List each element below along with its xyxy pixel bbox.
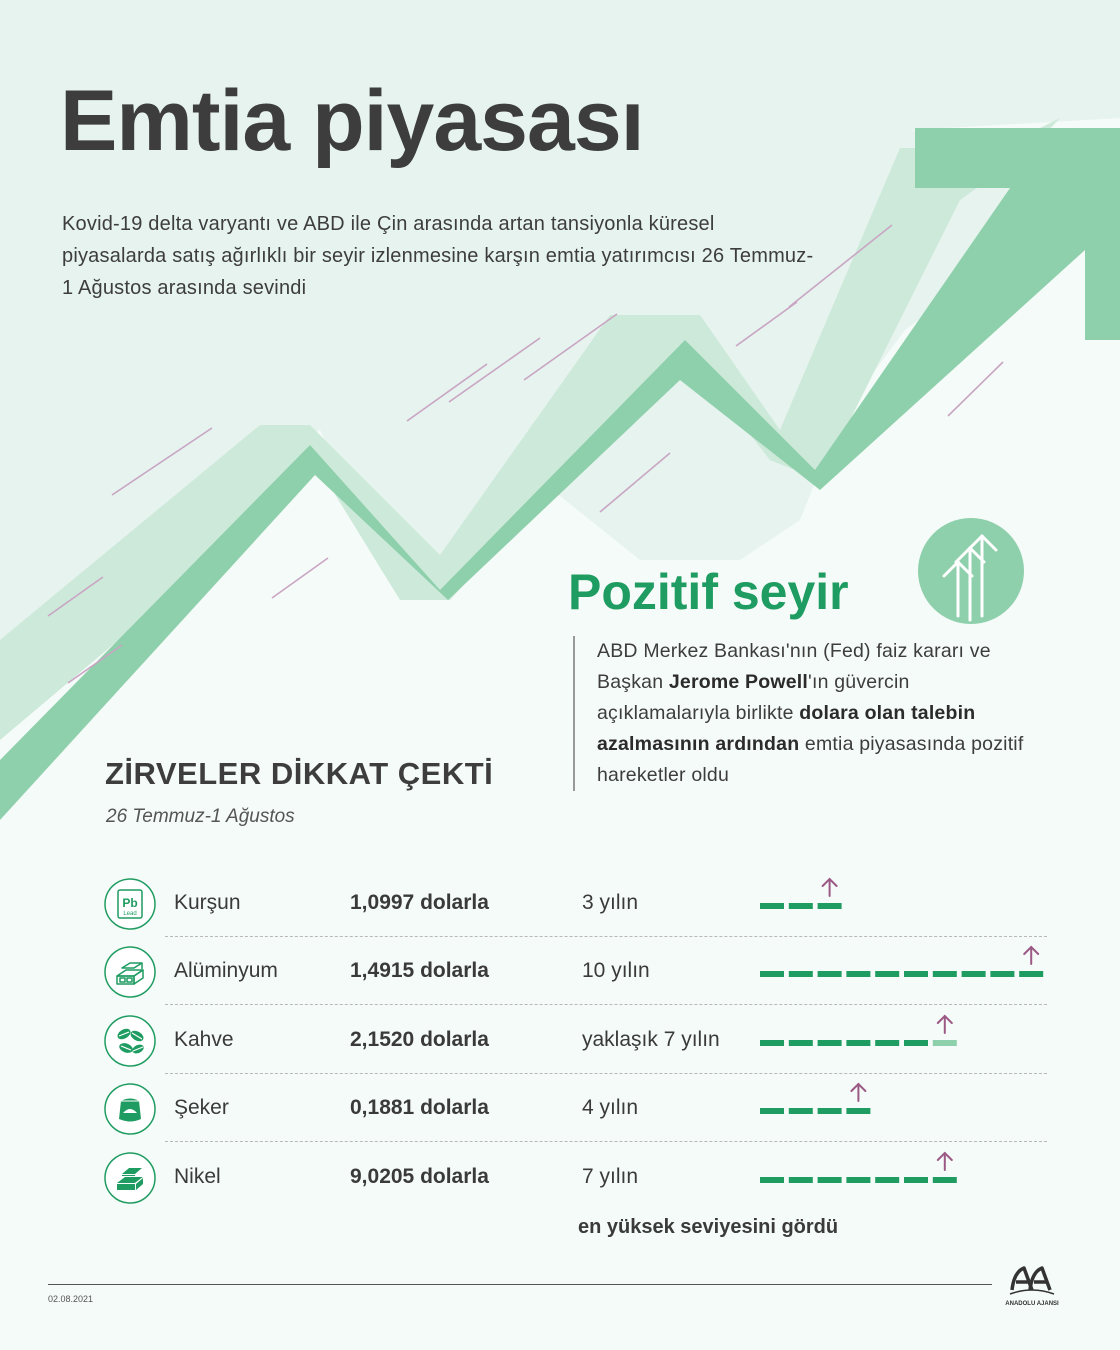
commodity-price: 9,0205 dolarla	[350, 1165, 489, 1188]
year-segment	[818, 1177, 842, 1183]
commodity-years: 4 yılın	[582, 1096, 639, 1119]
year-segment	[760, 971, 784, 977]
year-segment	[846, 971, 870, 977]
logo-text: ANADOLU AJANSI	[1005, 1301, 1059, 1307]
section-title: ZİRVELER DİKKAT ÇEKTİ	[105, 756, 494, 791]
row-separator	[165, 1141, 1047, 1142]
year-segment	[789, 903, 813, 909]
lead-element-icon	[104, 878, 156, 930]
years-bar-chart	[760, 1144, 1050, 1204]
footer-divider	[48, 1284, 992, 1285]
year-segment	[933, 1040, 957, 1046]
year-segment	[904, 971, 928, 977]
commodity-row-coffee	[104, 1007, 1048, 1075]
sugar-sack-icon	[104, 1083, 156, 1135]
year-segment	[789, 971, 813, 977]
publish-date: 02.08.2021	[48, 1294, 94, 1304]
year-segment	[818, 971, 842, 977]
year-segment	[760, 1040, 784, 1046]
peak-arrow-icon	[938, 1016, 952, 1033]
positive-trend-text: ABD Merkez Bankası'nın (Fed) faiz kararı ve Başkan Jerome Powell'ın güvercin açıklamalarıyla birlikte dolara olan talebin azalmasının ardından emtia piyasasında pozitif hareketler oldu	[573, 636, 1047, 791]
year-segment	[789, 1108, 813, 1114]
row-separator	[165, 1073, 1047, 1074]
page-title: Emtia piyasası	[60, 73, 644, 169]
up-arrows-icon	[918, 518, 1024, 624]
year-segment	[818, 1040, 842, 1046]
commodity-name: Alüminyum	[174, 959, 278, 982]
section-subtitle: 26 Temmuz-1 Ağustos	[106, 806, 295, 827]
commodity-row-lead	[104, 870, 1048, 938]
commodity-row-nickel	[104, 1144, 1048, 1212]
year-segment	[818, 1108, 842, 1114]
year-segment	[875, 1040, 899, 1046]
commodity-name: Şeker	[174, 1096, 229, 1119]
commodity-price: 1,4915 dolarla	[350, 959, 489, 982]
year-segment	[846, 1040, 870, 1046]
year-segment	[818, 903, 842, 909]
commodity-row-sugar	[104, 1075, 1048, 1143]
anadolu-ajansi-logo	[1005, 1262, 1059, 1308]
row-separator	[165, 1004, 1047, 1005]
year-segment	[933, 971, 957, 977]
year-segment	[846, 1177, 870, 1183]
commodity-price: 2,1520 dolarla	[350, 1028, 489, 1051]
year-segment	[760, 903, 784, 909]
year-segment	[875, 971, 899, 977]
year-segment	[962, 971, 986, 977]
row-separator	[165, 936, 1047, 937]
year-segment	[789, 1177, 813, 1183]
peak-arrow-icon	[851, 1084, 865, 1101]
commodity-years: 7 yılın	[582, 1165, 639, 1188]
peak-arrow-icon	[938, 1153, 952, 1170]
lead-label: Lead	[123, 911, 137, 917]
year-segment	[846, 1108, 870, 1114]
peak-arrow-icon	[1024, 947, 1038, 964]
years-bar-chart	[760, 870, 1050, 930]
year-segment	[904, 1040, 928, 1046]
commodity-name: Kahve	[174, 1028, 234, 1051]
nickel-bars-icon	[104, 1152, 156, 1204]
commodity-years: yaklaşık 7 yılın	[582, 1028, 720, 1051]
commodity-name: Kurşun	[174, 891, 241, 914]
year-segment	[875, 1177, 899, 1183]
intro-text: Kovid-19 delta varyantı ve ABD ile Çin arasında artan tansiyonla küresel piyasalarda satış ağırlıklı bir seyir izlenmesine karşın emtia yatırımcısı 26 Temmuz-1 Ağustos arasında sevindi	[62, 213, 814, 299]
year-segment	[904, 1177, 928, 1183]
year-segment	[760, 1177, 784, 1183]
peak-arrow-icon	[823, 879, 837, 896]
aluminium-bars-icon	[104, 946, 156, 998]
commodity-years: 3 yılın	[582, 891, 639, 914]
years-bar-chart	[760, 1007, 1050, 1067]
positive-trend-title: Pozitif seyir	[568, 564, 849, 620]
year-segment	[990, 971, 1014, 977]
years-bar-chart	[760, 938, 1050, 998]
commodity-name: Nikel	[174, 1165, 221, 1188]
year-segment	[1019, 971, 1043, 977]
footer-note: en yüksek seviyesini gördü	[578, 1216, 839, 1238]
commodity-price: 0,1881 dolarla	[350, 1096, 489, 1119]
years-bar-chart	[760, 1075, 1050, 1135]
lead-symbol: Pb	[122, 896, 138, 910]
year-segment	[760, 1108, 784, 1114]
year-segment	[789, 1040, 813, 1046]
coffee-beans-icon	[104, 1015, 156, 1067]
commodity-price: 1,0997 dolarla	[350, 891, 489, 914]
year-segment	[933, 1177, 957, 1183]
commodity-row-aluminium	[104, 938, 1048, 1006]
commodity-years: 10 yılın	[582, 959, 650, 982]
